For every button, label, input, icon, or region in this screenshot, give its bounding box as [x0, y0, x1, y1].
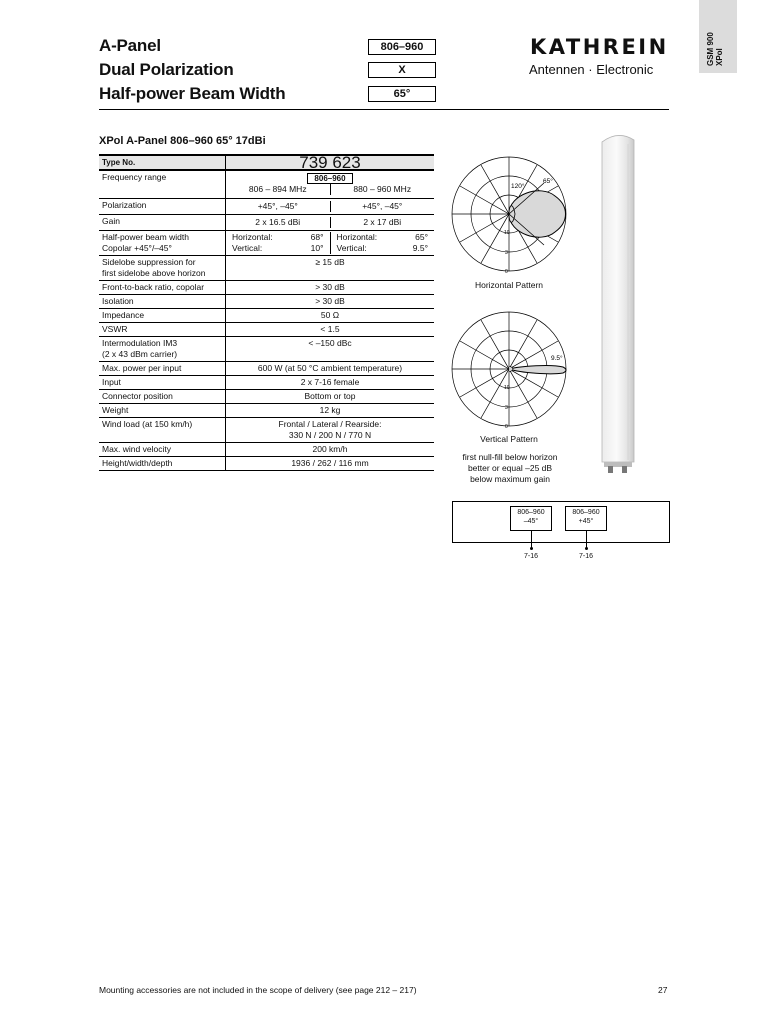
row-value: 2 x 7-16 female — [226, 376, 435, 390]
table-row — [99, 337, 434, 362]
table-row — [99, 309, 434, 323]
connector-label: 7-16 — [524, 553, 539, 560]
row-value-b: +45°, –45° — [362, 201, 403, 211]
type-number: 739 623 — [226, 155, 435, 170]
row-value: Bottom or top — [226, 390, 435, 404]
connector-dot — [530, 547, 533, 550]
row-value-a: +45°, –45° — [226, 201, 331, 212]
type-row — [99, 155, 434, 170]
row-value: < –150 dBc — [226, 337, 435, 362]
table-row — [99, 404, 434, 418]
vertical-pattern-diagram — [451, 309, 569, 435]
row-value: ≥ 15 dB — [226, 256, 435, 281]
header-rule — [99, 109, 669, 110]
angle-label: 120° — [511, 183, 525, 190]
beamwidth-b: Horizontal: 65° Vertical: 9.5° — [336, 232, 428, 253]
antenna-illustration — [598, 132, 640, 474]
beamwidth-box: 65° — [368, 86, 436, 102]
beamwidth-label: Half-power beam width Copolar +45°/–45° — [99, 231, 226, 256]
footer-note: Mounting accessories are not included in the scope of delivery (see page 212 – 217) — [99, 985, 417, 995]
page-number: 27 — [658, 985, 668, 995]
row-value: 1936 / 262 / 116 mm — [226, 457, 435, 471]
freq-band-a: 806 – 894 MHz — [226, 184, 331, 195]
table-row — [99, 418, 434, 443]
horizontal-pattern-caption: Horizontal Pattern — [474, 280, 544, 290]
port-plus45-box: 806–960 +45° — [565, 506, 607, 531]
freq-label: Frequency range — [99, 170, 226, 199]
row-value: > 30 dB — [226, 281, 435, 295]
scale-label: 3 — [505, 250, 508, 256]
table-row — [99, 231, 434, 256]
table-row — [99, 170, 434, 199]
table-row — [99, 199, 434, 215]
connector-line — [586, 530, 587, 548]
table-row — [99, 281, 434, 295]
null-fill-note: first null-fill below horizon better or equal –25 dB below maximum gain — [462, 452, 558, 484]
row-value: 600 W (at 50 °C ambient temperature) — [226, 362, 435, 376]
table-row — [99, 215, 434, 231]
kathrein-logo: KATHREIN — [530, 35, 669, 59]
row-label: Max. wind velocity — [99, 443, 226, 457]
spec-table — [99, 154, 434, 471]
table-row — [99, 362, 434, 376]
table-row — [99, 443, 434, 457]
row-value: Frontal / Lateral / Rearside: 330 N / 200 N / 770 N — [226, 418, 435, 443]
row-value: 12 kg — [226, 404, 435, 418]
horizontal-pattern-diagram — [451, 154, 569, 280]
scale-label: 0 — [505, 424, 508, 430]
title-line-2: Dual Polarization — [99, 60, 234, 79]
row-label: Wind load (at 150 km/h) — [99, 418, 226, 443]
connector-diagram — [452, 501, 670, 543]
side-tab — [699, 0, 737, 73]
row-label: Gain — [99, 215, 226, 231]
row-label: Input — [99, 376, 226, 390]
table-row — [99, 256, 434, 281]
title-line-1: A-Panel — [99, 36, 161, 55]
table-row — [99, 376, 434, 390]
title-line-3: Half-power Beam Width — [99, 84, 286, 103]
beam-width-label: 9.5° — [551, 355, 563, 362]
row-label: Intermodulation IM3 (2 x 43 dBm carrier) — [99, 337, 226, 362]
connector-dot — [585, 547, 588, 550]
table-row — [99, 390, 434, 404]
row-label: Impedance — [99, 309, 226, 323]
table-row — [99, 323, 434, 337]
table-row — [99, 457, 434, 471]
table-row — [99, 295, 434, 309]
row-label: Connector position — [99, 390, 226, 404]
polarization-box: X — [368, 62, 436, 78]
freq-box: 806–960 — [368, 39, 436, 55]
row-label: Polarization — [99, 199, 226, 215]
freq-subbox: 806–960 — [307, 173, 352, 184]
row-value-b: 2 x 17 dBi — [363, 217, 402, 227]
scale-label: 10 — [504, 385, 510, 391]
logo-subtitle: Antennen · Electronic — [529, 62, 654, 77]
scale-label: 0 — [505, 269, 508, 275]
connector-label: 7-16 — [579, 553, 594, 560]
row-label: Max. power per input — [99, 362, 226, 376]
row-label: Sidelobe suppression for first sidelobe above horizon — [99, 256, 226, 281]
row-label: VSWR — [99, 323, 226, 337]
row-label: Front-to-back ratio, copolar — [99, 281, 226, 295]
row-value: > 30 dB — [226, 295, 435, 309]
row-value: < 1.5 — [226, 323, 435, 337]
freq-band-b: 880 – 960 MHz — [353, 184, 412, 194]
beam-width-label: 65° — [543, 178, 553, 185]
product-subtitle: XPol A-Panel 806–960 65° 17dBi — [99, 135, 266, 147]
scale-label: 10 — [504, 230, 510, 236]
row-value: 200 km/h — [226, 443, 435, 457]
type-label: Type No. — [99, 155, 226, 170]
row-value: 50 Ω — [226, 309, 435, 323]
row-label: Weight — [99, 404, 226, 418]
beamwidth-a: Horizontal: 68° Vertical: 10° — [226, 232, 331, 254]
scale-label: 3 — [505, 405, 508, 411]
port-minus45-box: 806–960 –45° — [510, 506, 552, 531]
row-label: Height/width/depth — [99, 457, 226, 471]
connector-line — [531, 530, 532, 548]
row-value-a: 2 x 16.5 dBi — [226, 217, 331, 228]
row-label: Isolation — [99, 295, 226, 309]
vertical-pattern-caption: Vertical Pattern — [480, 434, 538, 444]
side-tab-label: GSM 900 XPol — [706, 32, 724, 66]
